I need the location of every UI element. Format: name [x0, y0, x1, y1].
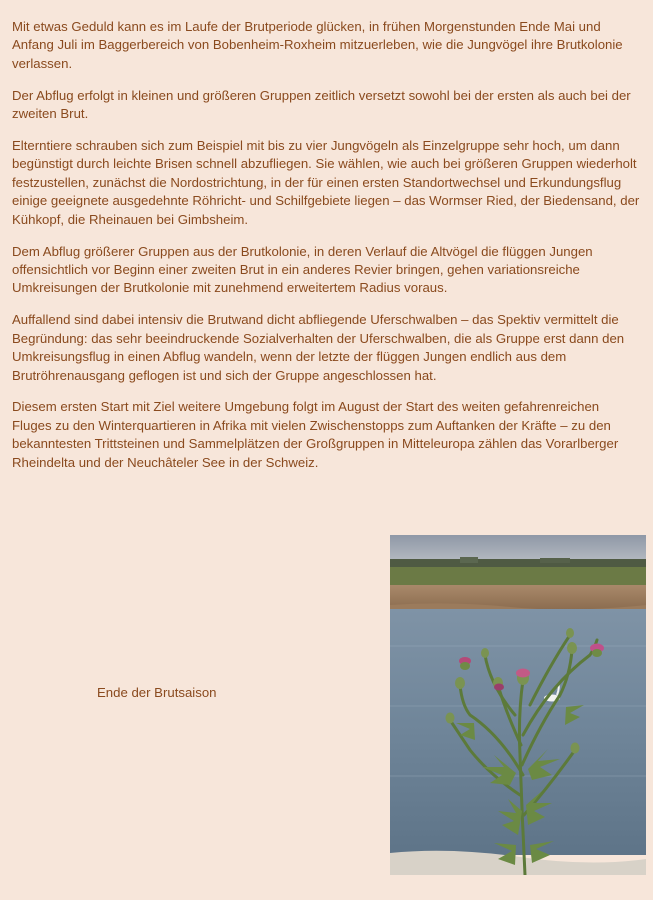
paragraph: Dem Abflug größerer Gruppen aus der Brutkolonie, in deren Verlauf die Altvögel die flüggen Jungen offensichtlich vor Beginn einer zweiten Brut in ein anderes Revier bringen, gehen variationsreiche Umkreisungen der Brutkolonie mit zunehmend erweitertem Radius voraus. [12, 243, 593, 296]
thistle-lake-photo [390, 535, 646, 875]
image-caption: Ende der Brutsaison [97, 685, 217, 700]
paragraph: Der Abflug erfolgt in kleinen und größeren Gruppen zeitlich versetzt sowohl bei der ersten als auch bei der zweiten Brut. [12, 87, 631, 122]
paragraph: Auffallend sind dabei intensiv die Brutwand dicht abfliegende Uferschwalben – das Spektiv vermittelt die Begründung: das sehr beeindruckende Sozialverhalten der Uferschwalben, die als Gruppe erst dann den Umkreisungsflug in einen Abflug wandeln, wenn der letzte der flüggen Jungen endlich aus dem Brutröhrenausgang geflogen ist und sich der Gruppe angeschlossen hat. [12, 312, 625, 383]
paragraph: Mit etwas Geduld kann es im Laufe der Brutperiode glücken, in frühen Morgenstunden Ende Mai und Anfang Juli im Baggerbereich von Bobenheim-Roxheim mitzuerleben, wie die Jungvögel ihre Brutkolonie verlassen. [12, 19, 623, 71]
paragraph: Diesem ersten Start mit Ziel weitere Umgebung folgt im August der Start des weiten gefahrenreichen Fluges zu den Winterquartieren in Afrika mit vielen Zwischenstopps zum Auftanken der Kräfte – zu den bekanntesten Trittsteinen und Sammelplätzen der Großgruppen in Mitteleuropa zählen das Vorarlberger Rheindelta und der Neuchâteler See in der Schweiz. [12, 399, 619, 470]
article-body [12, 18, 642, 486]
paragraph: Elterntiere schrauben sich zum Beispiel mit bis zu vier Jungvögeln als Einzelgruppe sehr hoch, um dann begünstigt durch leichte Brisen schnell abzufliegen. Sie wählen, wie auch bei größeren Gruppen wiederholt festzustellen, zunächst die Nordostrichtung, in der für einen ersten Standortwechsel und Erkundungsflug einige geeignete ausgedehnte Röhricht- und Schilfgebiete liegen – das Wormser Ried, der Biedensand, der Kühkopf, die Rheinauen bei Gimbsheim. [12, 138, 640, 227]
